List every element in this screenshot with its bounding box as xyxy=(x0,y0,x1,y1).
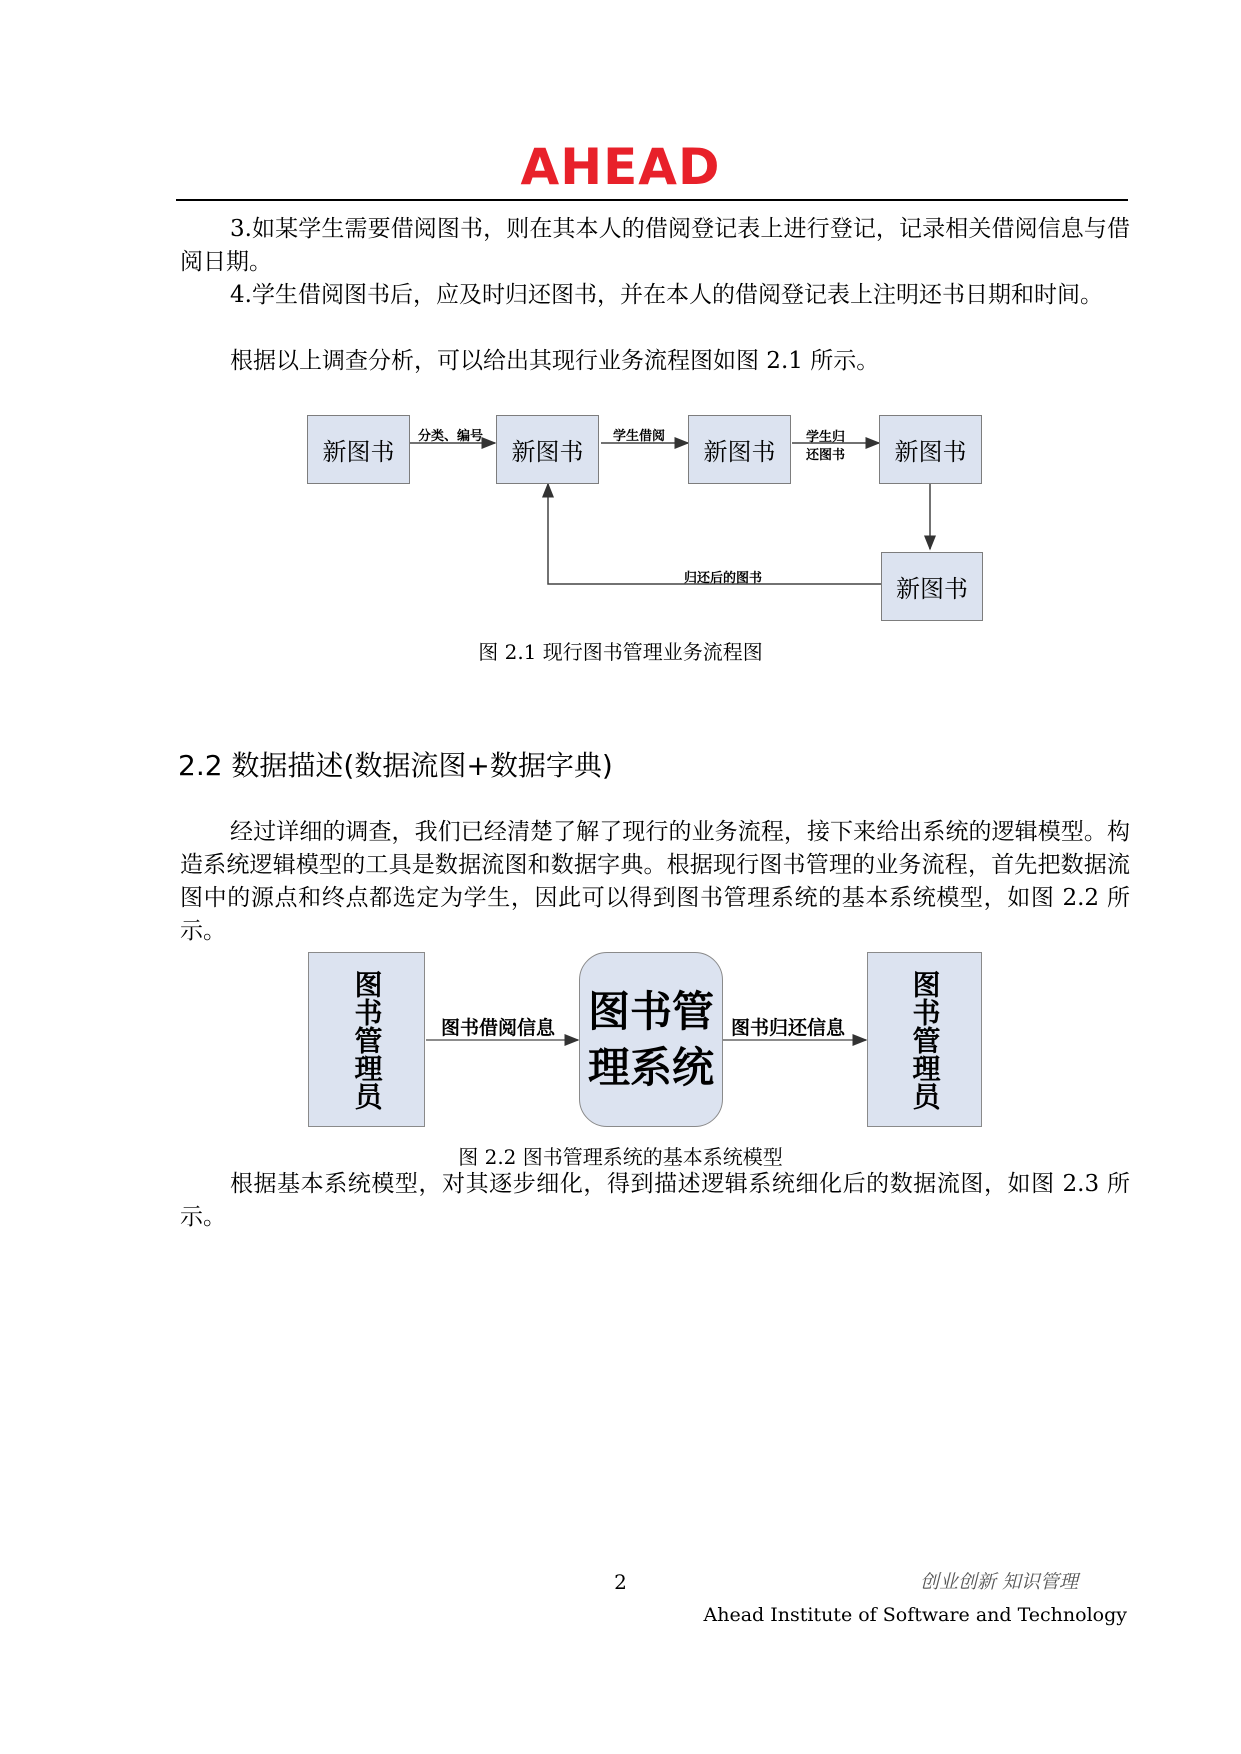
paragraph-4: 经过详细的调查，我们已经清楚了解了现行的业务流程，接下来给出系统的逻辑模型。构造系统逻辑模型的工具是数据流图和数据字典。根据现行图书管理的业务流程，首先把数据流图中的源点和终点都选定为学生，因此可以得到图书管理系统的基本系统模型，如图 2.2 所示。 xyxy=(180,819,1130,944)
process-label-line1: 图书管 xyxy=(587,986,714,1036)
label-returned-books: 归还后的图书 xyxy=(684,571,763,586)
paragraph-1: 3.如某学生需要借阅图书，则在其本人的借阅登记表上进行登记，记录相关借阅信息与借阅日期。 xyxy=(180,216,1130,275)
flow-out-label: 图书归还信息 xyxy=(731,1017,846,1039)
process-center xyxy=(579,952,723,1127)
entity-right xyxy=(867,952,982,1127)
paragraph-3: 根据以上调查分析，可以给出其现行业务流程图如图 2.1 所示。 xyxy=(230,348,880,374)
flow-in-label: 图书借阅信息 xyxy=(441,1017,556,1039)
flow-box-3: 新图书 xyxy=(688,415,791,484)
process-label-line2: 理系统 xyxy=(587,1042,714,1092)
flow-box-5: 新图书 xyxy=(881,552,983,621)
logo-text: AHEAD xyxy=(520,138,721,196)
label-borrow: 学生借阅 xyxy=(613,429,666,444)
label-return-line1: 学生归 xyxy=(806,430,846,445)
figure-2-2-caption: 图 2.2 图书管理系统的基本系统模型 xyxy=(458,1145,783,1169)
page-number: 2 xyxy=(614,1570,627,1594)
entity-left-label: 图书管理员 xyxy=(350,969,384,1110)
label-return-line2: 还图书 xyxy=(806,448,846,463)
entity-right-label: 图书管理员 xyxy=(908,969,942,1110)
label-classify: 分类、编号 xyxy=(418,429,484,444)
footer-institute: Ahead Institute of Software and Technology xyxy=(703,1604,1127,1626)
figure-2-1-caption: 图 2.1 现行图书管理业务流程图 xyxy=(478,640,763,664)
entity-left xyxy=(308,952,425,1127)
section-heading: 2.2 数据描述(数据流图+数据字典) xyxy=(178,749,613,782)
paragraph-2: 4.学生借阅图书后，应及时归还图书，并在本人的借阅登记表上注明还书日期和时间。 xyxy=(230,282,1103,308)
flow-box-4: 新图书 xyxy=(879,415,982,484)
footer-slogan: 创业创新 知识管理 xyxy=(920,1571,1079,1593)
flow-box-1: 新图书 xyxy=(307,415,410,484)
paragraph-5: 根据基本系统模型，对其逐步细化，得到描述逻辑系统细化后的数据流图，如图 2.3 所示。 xyxy=(180,1171,1130,1230)
flow-box-2: 新图书 xyxy=(496,415,599,484)
